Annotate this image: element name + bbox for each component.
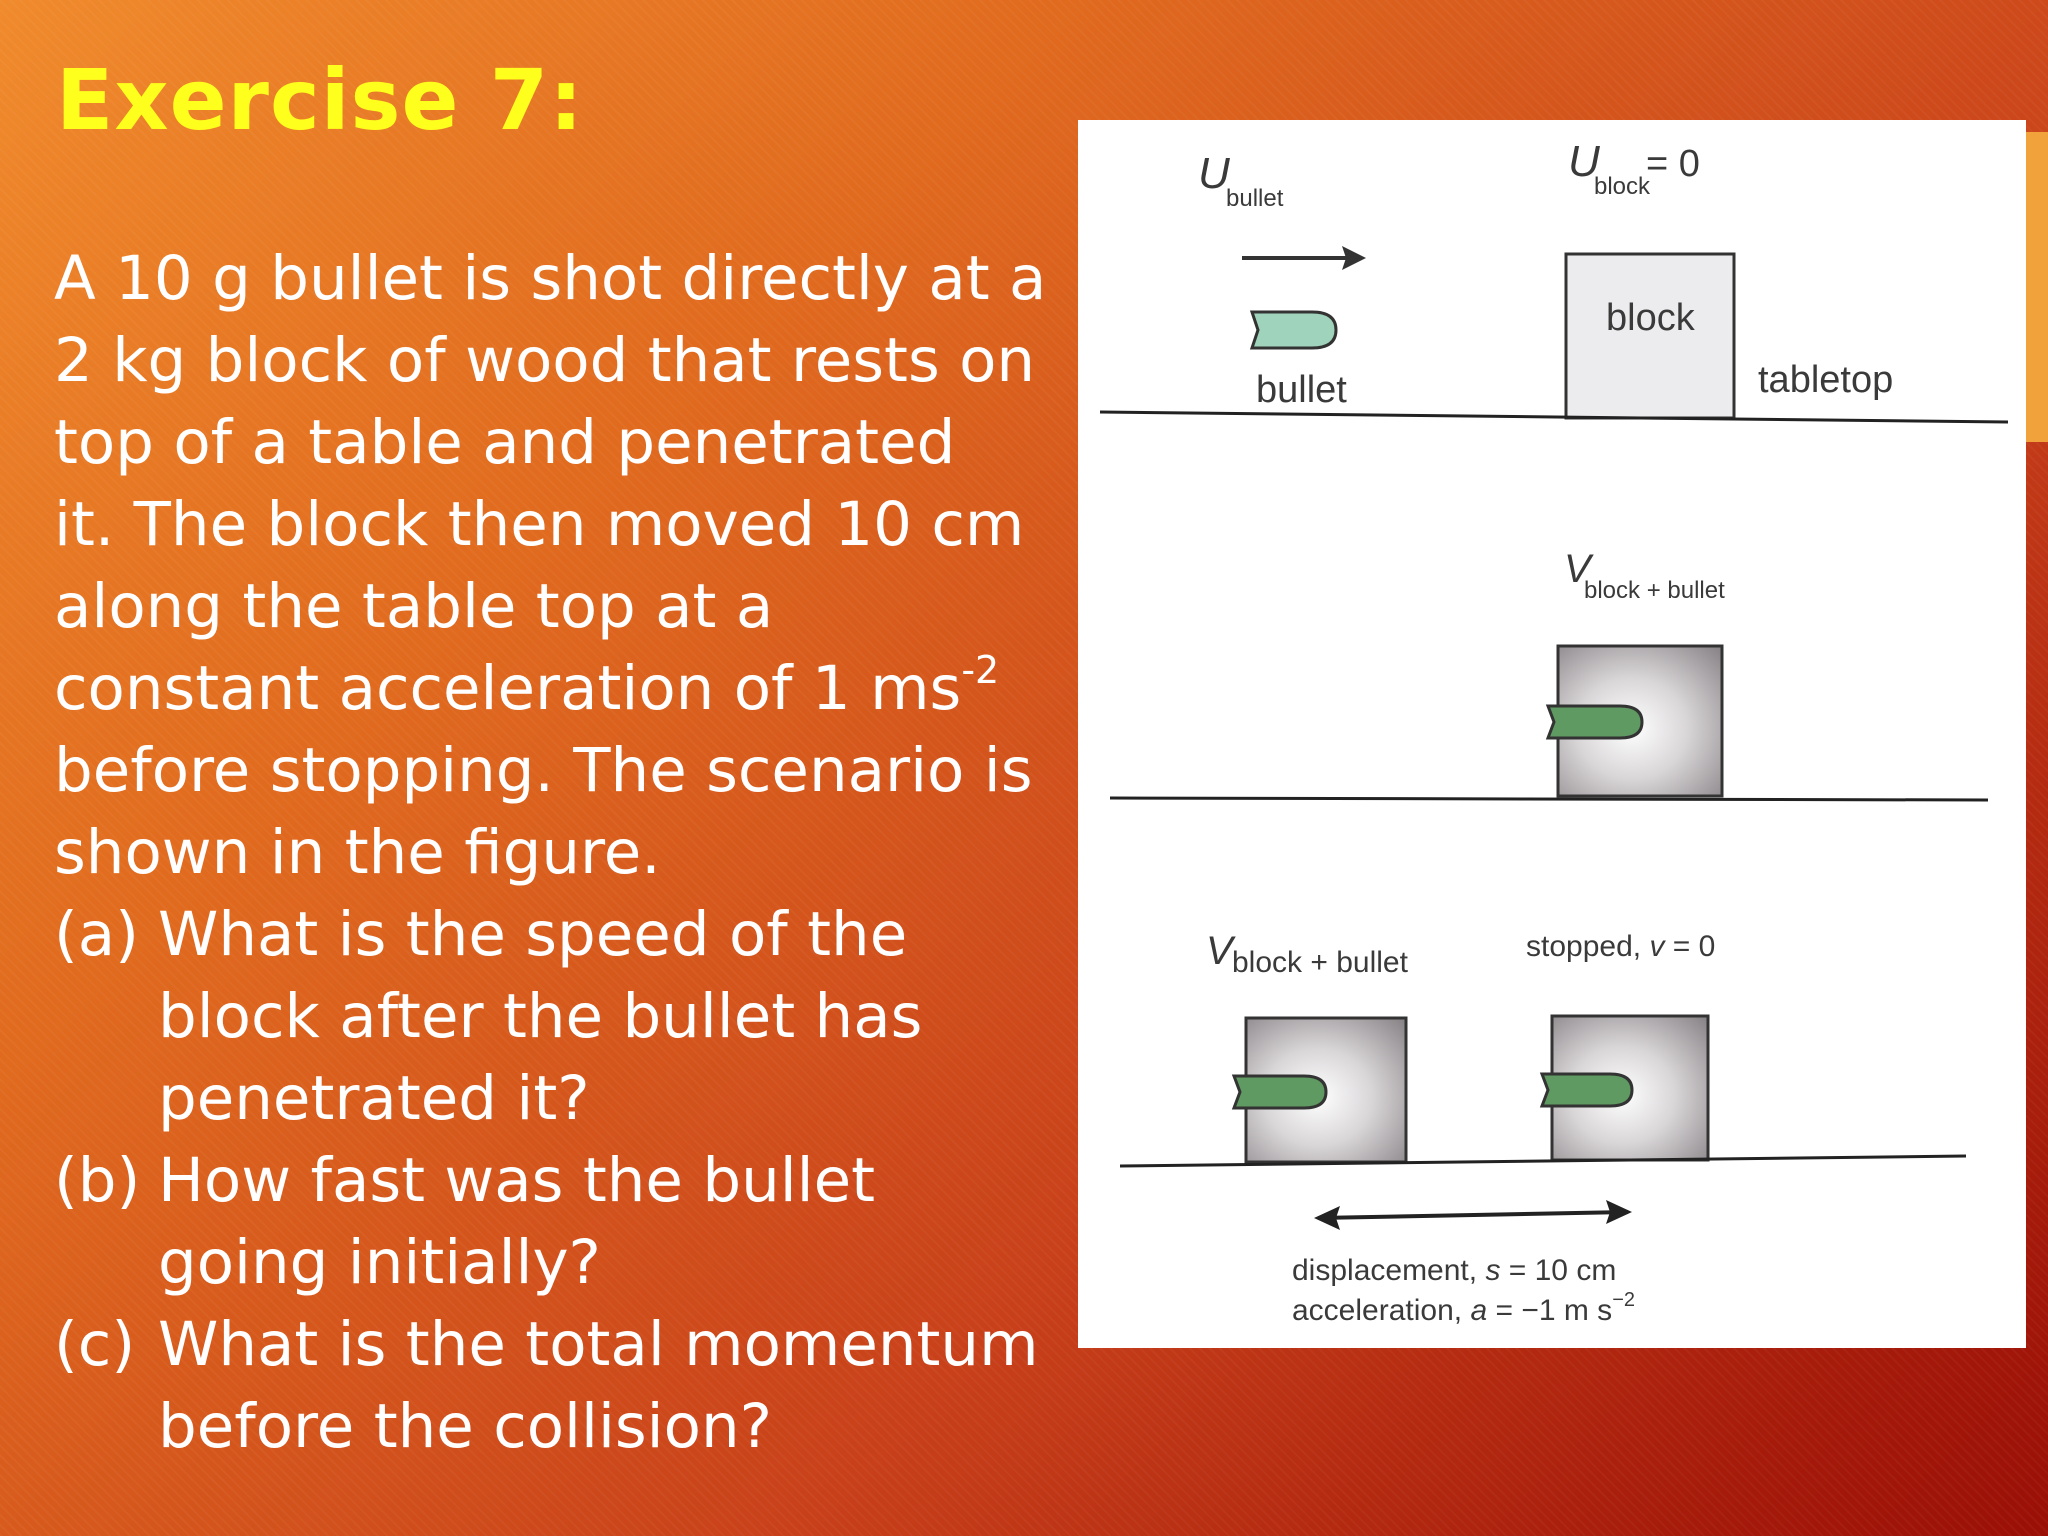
bullet-shape xyxy=(1252,312,1336,348)
question-label: (c) xyxy=(54,1309,136,1380)
acceleration-label: acceleration, a = −1 m $s^{-2}$ xyxy=(1292,1289,1635,1327)
problem-line: 2 kg block of wood that rests on xyxy=(54,325,1036,396)
problem-line-text: constant acceleration of 1 ms xyxy=(54,653,962,724)
problem-line: top of a table and penetrated xyxy=(54,407,956,478)
u-block-value: = 0 xyxy=(1646,143,1700,185)
tabletop-label: tabletop xyxy=(1758,359,1894,401)
question-line: before the collision? xyxy=(158,1391,772,1462)
collision-diagram xyxy=(1078,120,2026,1348)
tabletop-line xyxy=(1100,412,2008,422)
question-line: going initially? xyxy=(158,1227,601,1298)
problem-line: it. The block then moved 10 cm xyxy=(54,489,1025,560)
question-line: What is the speed of the xyxy=(158,899,908,970)
stopped-label: stopped, v = 0 xyxy=(1526,930,1716,963)
unit-exponent: -2 xyxy=(961,648,1000,692)
problem-text xyxy=(54,238,1064,1468)
v-subscript: block + bullet xyxy=(1584,577,1725,604)
u-bullet-symbol: U xyxy=(1198,149,1230,198)
v-subscript: block + bullet xyxy=(1232,946,1408,979)
question-line: penetrated it? xyxy=(158,1063,590,1134)
slide-accent-tab xyxy=(2026,132,2048,442)
displacement-label: displacement, s = 10 cm xyxy=(1292,1254,1617,1287)
problem-line-acceleration xyxy=(54,648,1064,730)
u-block-subscript: block xyxy=(1594,173,1651,200)
u-bullet-subscript: bullet xyxy=(1226,185,1284,212)
bullet-label: bullet xyxy=(1256,369,1347,411)
collision-figure xyxy=(1078,120,2026,1348)
question-label: (a) xyxy=(54,899,139,970)
v-symbol: V xyxy=(1564,547,1591,591)
v-symbol: V xyxy=(1206,929,1233,973)
embedded-bullet xyxy=(1542,1074,1632,1106)
problem-line: shown in the figure. xyxy=(54,817,661,888)
u-block-symbol: U xyxy=(1568,137,1600,186)
question-text xyxy=(158,1304,1064,1468)
block-label: block xyxy=(1606,297,1695,339)
question-text xyxy=(158,894,1064,1140)
question-line: How fast was the bullet xyxy=(158,1145,876,1216)
question-a xyxy=(54,894,1064,1140)
slide-title: Exercise 7: xyxy=(56,51,584,149)
tabletop-line xyxy=(1110,798,1988,800)
problem-line: before stopping. The scenario is xyxy=(54,735,1033,806)
question-text xyxy=(158,1140,1064,1304)
displacement-arrow xyxy=(1318,1212,1628,1218)
question-c xyxy=(54,1304,1064,1468)
question-b xyxy=(54,1140,1064,1304)
question-line: block after the bullet has xyxy=(158,981,923,1052)
embedded-bullet xyxy=(1234,1076,1326,1108)
embedded-bullet xyxy=(1548,706,1642,738)
problem-line: along the table top at a xyxy=(54,571,774,642)
problem-line: A 10 g bullet is shot directly at a xyxy=(54,243,1047,314)
question-label: (b) xyxy=(54,1145,141,1216)
question-line: What is the total momentum xyxy=(158,1309,1039,1380)
